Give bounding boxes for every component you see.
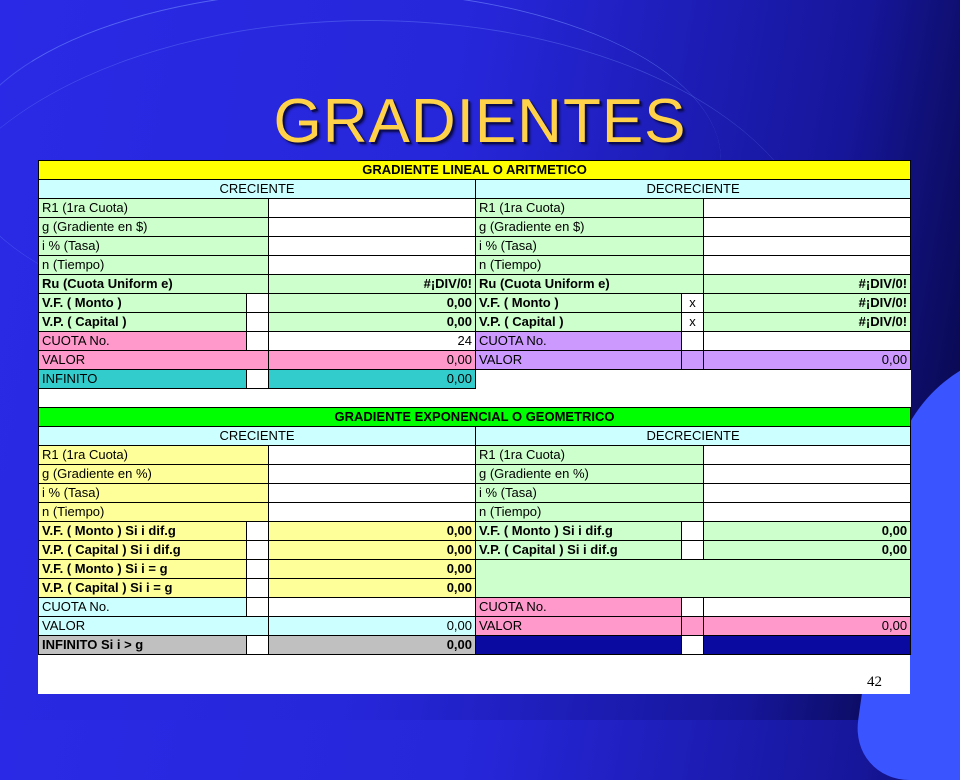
vp-eq-flag[interactable]	[247, 579, 269, 598]
n-input-decreciente[interactable]	[704, 256, 911, 275]
empty-cell	[476, 370, 911, 389]
ru-label: Ru (Cuota Uniform e)	[39, 275, 269, 294]
page-number: 42	[858, 672, 882, 692]
g-label: g (Gradiente en $)	[39, 218, 269, 237]
dark-flag[interactable]	[682, 636, 704, 655]
table-row	[39, 503, 911, 522]
slide-title: GRADIENTES	[273, 87, 687, 156]
vf-dif-flag-creciente[interactable]	[247, 522, 269, 541]
vf-value-decreciente: #¡DIV/0!	[704, 294, 911, 313]
empty-row	[39, 389, 911, 408]
vf-dif-label: V.F. ( Monto ) Si i dif.g	[39, 522, 247, 541]
empty-block	[476, 560, 911, 598]
vp-label: V.P. ( Capital )	[476, 313, 682, 332]
table-row	[39, 332, 911, 351]
vf-eq-label: V.F. ( Monto ) Si i = g	[39, 560, 247, 579]
r1-label: R1 (1ra Cuota)	[476, 199, 704, 218]
n-input-creciente[interactable]	[269, 503, 476, 522]
vp-eq-value: 0,00	[269, 579, 476, 598]
dark-cell	[476, 636, 682, 655]
vp-label: V.P. ( Capital )	[39, 313, 247, 332]
valor-label: VALOR	[39, 617, 269, 636]
table-row	[39, 427, 911, 446]
vf-flag-creciente[interactable]	[247, 294, 269, 313]
table-row	[39, 560, 911, 579]
table-row	[39, 541, 911, 560]
valor-spacer	[682, 351, 704, 370]
vf-eq-flag[interactable]	[247, 560, 269, 579]
r1-label: R1 (1ra Cuota)	[476, 446, 704, 465]
i-input-decreciente[interactable]	[704, 237, 911, 256]
vp-eq-label: V.P. ( Capital ) Si i = g	[39, 579, 247, 598]
i-label: i % (Tasa)	[39, 484, 269, 503]
table-row	[39, 617, 911, 636]
valor-label: VALOR	[39, 351, 269, 370]
valor-value-decreciente: 0,00	[704, 617, 911, 636]
g-input-decreciente[interactable]	[704, 465, 911, 484]
r1-input-decreciente[interactable]	[704, 199, 911, 218]
r1-label: R1 (1ra Cuota)	[39, 446, 269, 465]
vf-value-creciente: 0,00	[269, 294, 476, 313]
r1-label: R1 (1ra Cuota)	[39, 199, 269, 218]
r1-input-creciente[interactable]	[269, 199, 476, 218]
n-label: n (Tiempo)	[39, 503, 269, 522]
table-row	[39, 370, 911, 389]
table-row	[39, 484, 911, 503]
table-row	[39, 313, 911, 332]
cuota-flag-decreciente[interactable]	[682, 332, 704, 351]
table-row	[39, 408, 911, 427]
vp-flag-creciente[interactable]	[247, 313, 269, 332]
r1-input-creciente[interactable]	[269, 446, 476, 465]
infinito-value: 0,00	[269, 636, 476, 655]
table-row	[39, 636, 911, 655]
infinito-flag[interactable]	[247, 370, 269, 389]
cuota-label: CUOTA No.	[476, 332, 682, 351]
valor-value-decreciente: 0,00	[704, 351, 911, 370]
infinito-label: INFINITO	[39, 370, 247, 389]
vp-dif-flag-creciente[interactable]	[247, 541, 269, 560]
vp-dif-label: V.P. ( Capital ) Si i dif.g	[476, 541, 682, 560]
decreciente-header: DECRECIENTE	[476, 427, 911, 446]
i-input-decreciente[interactable]	[704, 484, 911, 503]
n-label: n (Tiempo)	[39, 256, 269, 275]
section-header-lineal: GRADIENTE LINEAL O ARITMETICO	[39, 161, 911, 180]
cuota-input-decreciente[interactable]	[704, 332, 911, 351]
vf-flag-decreciente[interactable]: x	[682, 294, 704, 313]
valor-value-creciente: 0,00	[269, 617, 476, 636]
table-row	[39, 256, 911, 275]
cuota-input-creciente[interactable]: 24	[269, 332, 476, 351]
creciente-header: CRECIENTE	[39, 427, 476, 446]
ru-value-decreciente: #¡DIV/0!	[704, 275, 911, 294]
vf-dif-flag-decreciente[interactable]	[682, 522, 704, 541]
g-input-creciente[interactable]	[269, 218, 476, 237]
i-label: i % (Tasa)	[476, 484, 704, 503]
spacer-row	[39, 389, 911, 408]
cuota-flag-creciente[interactable]	[247, 598, 269, 617]
vp-dif-value-creciente: 0,00	[269, 541, 476, 560]
vp-dif-value-decreciente: 0,00	[704, 541, 911, 560]
ru-value-creciente: #¡DIV/0!	[269, 275, 476, 294]
g-input-decreciente[interactable]	[704, 218, 911, 237]
table-row	[39, 161, 911, 180]
vp-flag-decreciente[interactable]: x	[682, 313, 704, 332]
decreciente-header: DECRECIENTE	[476, 180, 911, 199]
cuota-flag-creciente[interactable]	[247, 332, 269, 351]
infinito-label: INFINITO Si i > g	[39, 636, 247, 655]
table-row	[39, 180, 911, 199]
vp-value-decreciente: #¡DIV/0!	[704, 313, 911, 332]
table-row	[39, 446, 911, 465]
g-label: g (Gradiente en $)	[476, 218, 704, 237]
vf-dif-value-creciente: 0,00	[269, 522, 476, 541]
valor-label: VALOR	[476, 617, 682, 636]
table-row	[39, 199, 911, 218]
vp-value-creciente: 0,00	[269, 313, 476, 332]
table-row	[39, 351, 911, 370]
table-row	[39, 275, 911, 294]
r1-input-decreciente[interactable]	[704, 446, 911, 465]
creciente-header: CRECIENTE	[39, 180, 476, 199]
section-header-exponencial: GRADIENTE EXPONENCIAL O GEOMETRICO	[39, 408, 911, 427]
n-input-creciente[interactable]	[269, 256, 476, 275]
n-label: n (Tiempo)	[476, 503, 704, 522]
valor-value-creciente: 0,00	[269, 351, 476, 370]
table-row	[39, 218, 911, 237]
i-input-creciente[interactable]	[269, 237, 476, 256]
n-input-decreciente[interactable]	[704, 503, 911, 522]
vf-label: V.F. ( Monto )	[39, 294, 247, 313]
i-label: i % (Tasa)	[476, 237, 704, 256]
vp-dif-flag-decreciente[interactable]	[682, 541, 704, 560]
table-row	[39, 522, 911, 541]
table-row	[39, 465, 911, 484]
g-input-creciente[interactable]	[269, 465, 476, 484]
dark-cell	[704, 636, 911, 655]
vf-dif-label: V.F. ( Monto ) Si i dif.g	[476, 522, 682, 541]
ru-label: Ru (Cuota Uniform e)	[476, 275, 704, 294]
vp-dif-label: V.P. ( Capital ) Si i dif.g	[39, 541, 247, 560]
valor-spacer	[682, 617, 704, 636]
table-row	[39, 237, 911, 256]
g-label: g (Gradiente en %)	[476, 465, 704, 484]
table-row	[39, 598, 911, 617]
cuota-label: CUOTA No.	[39, 598, 247, 617]
i-input-creciente[interactable]	[269, 484, 476, 503]
cuota-input-decreciente[interactable]	[704, 598, 911, 617]
g-label: g (Gradiente en %)	[39, 465, 269, 484]
vf-eq-value: 0,00	[269, 560, 476, 579]
vf-dif-value-decreciente: 0,00	[704, 522, 911, 541]
n-label: n (Tiempo)	[476, 256, 704, 275]
cuota-label: CUOTA No.	[39, 332, 247, 351]
infinito-value: 0,00	[269, 370, 476, 389]
cuota-flag-decreciente[interactable]	[682, 598, 704, 617]
infinito-flag[interactable]	[247, 636, 269, 655]
spreadsheet	[38, 160, 910, 694]
cuota-label: CUOTA No.	[476, 598, 682, 617]
gradient-table	[38, 160, 911, 655]
table-row	[39, 294, 911, 313]
vf-label: V.F. ( Monto )	[476, 294, 682, 313]
i-label: i % (Tasa)	[39, 237, 269, 256]
valor-label: VALOR	[476, 351, 682, 370]
cuota-input-creciente[interactable]	[269, 598, 476, 617]
